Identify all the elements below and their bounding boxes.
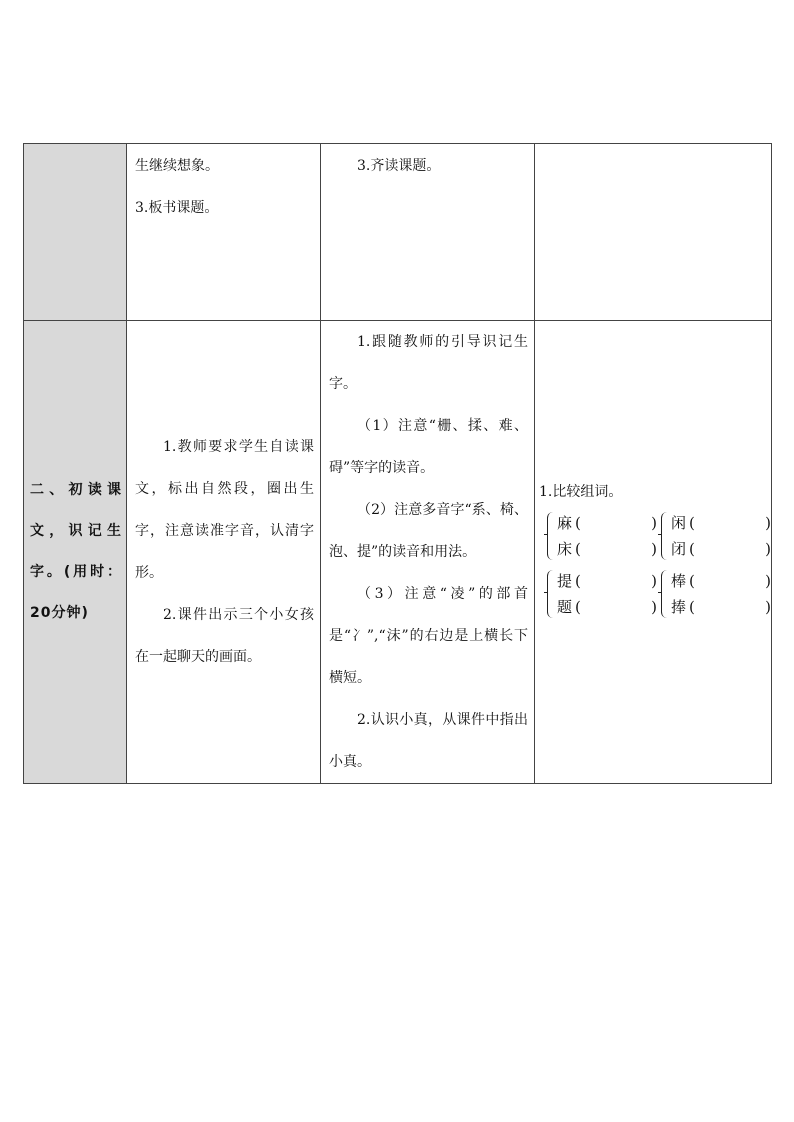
- student-text: （1）注意“栅、揉、难、碍”等字的读音。: [329, 418, 528, 476]
- student-text: （2）注意多音字“系、椅、泡、提”的读音和用法。: [329, 502, 528, 560]
- answer-blank[interactable]: [581, 536, 647, 562]
- teacher-activity-cell: [127, 321, 321, 784]
- stage-cell: [24, 321, 127, 784]
- answer-blank[interactable]: [581, 568, 647, 594]
- student-activity-cell: [321, 321, 535, 784]
- teacher-text: 1.教师要求学生自读课文，标出自然段，圈出生字，注意读准字音，认清字形。: [135, 439, 314, 581]
- student-text: 2.认识小真，从课件中指出小真。: [329, 712, 528, 770]
- answer-blank[interactable]: [695, 510, 761, 536]
- lesson-plan-table: [23, 143, 772, 784]
- brace-icon: [547, 570, 554, 618]
- design-cell: [535, 144, 772, 321]
- word-pair: 麻 ( ) 床 ( ): [547, 510, 657, 562]
- word-pair: 闲 ( ) 闭 ( ): [661, 510, 771, 562]
- answer-blank[interactable]: [695, 594, 761, 620]
- answer-blank[interactable]: [695, 568, 761, 594]
- student-text: （3）注意“凌”的部首是“冫”,“沫”的右边是上横长下横短。: [329, 586, 528, 686]
- word-pairs: [535, 510, 771, 626]
- brace-icon: [661, 512, 668, 560]
- teacher-text: 2.课件出示三个小女孩在一起聊天的画面。: [135, 607, 314, 665]
- student-text: 1.跟随教师的引导识记生字。: [329, 334, 528, 392]
- student-text: 3.齐读课题。: [357, 158, 441, 174]
- student-activity-cell: [321, 144, 535, 321]
- teacher-text: 生继续想象。: [135, 158, 219, 174]
- teacher-activity-cell: [127, 144, 321, 321]
- answer-blank[interactable]: [695, 536, 761, 562]
- compare-title: 1.比较组词。: [539, 484, 623, 500]
- design-cell: [535, 321, 772, 784]
- teacher-text: 3.板书课题。: [135, 200, 219, 216]
- answer-blank[interactable]: [581, 510, 647, 536]
- brace-icon: [661, 570, 668, 618]
- word-pair: 提 ( ) 题 ( ): [547, 568, 657, 620]
- word-pair: 棒 ( ) 捧 ( ): [661, 568, 771, 620]
- table-row: [24, 321, 772, 784]
- answer-blank[interactable]: [581, 594, 647, 620]
- brace-icon: [547, 512, 554, 560]
- stage-title: 二、初读课文，识记生字。(用时：20分钟): [30, 482, 122, 621]
- table-row: [24, 144, 772, 321]
- stage-cell: [24, 144, 127, 321]
